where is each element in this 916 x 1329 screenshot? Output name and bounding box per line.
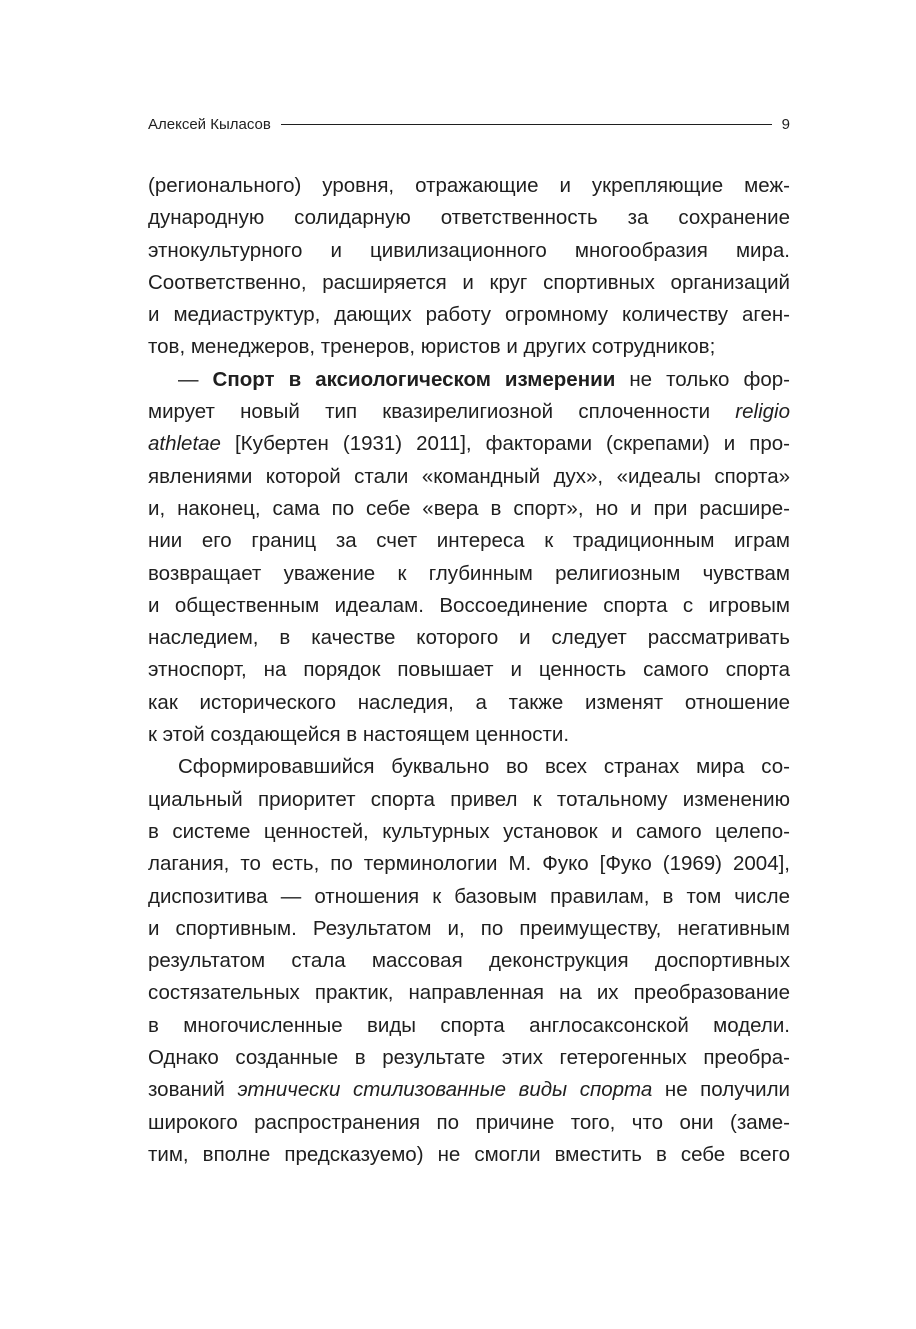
text-line: этноспорт, на порядок повышает и ценность самого спорта (148, 658, 790, 682)
text-run: не только фор- (615, 367, 790, 391)
text-line: возвращает уважение к глубинным религиозным чувствам (148, 561, 790, 585)
text-line: результатом стала массовая деконструкция доспортивных (148, 949, 790, 973)
text-line: дународную солидарную ответственность за сохранение (148, 206, 790, 230)
text-line (148, 364, 790, 396)
text-line: Однако созданные в результате этих гетерогенных преобра- (148, 1046, 790, 1070)
paragraph-3 (148, 751, 790, 1171)
running-head (148, 113, 790, 135)
italic-term: этнически стилизованные виды спорта (237, 1078, 653, 1102)
italic-term: religio (735, 400, 790, 424)
text-line: этнокультурного и цивилизационного многообразия мира. (148, 238, 790, 262)
text-line (148, 396, 790, 428)
text-line: Сформировавшийся буквально во всех странах мира со- (178, 755, 790, 779)
text-line: к этой создающейся в настоящем ценности. (148, 723, 570, 747)
text-line: как исторического наследия, а также изменят отношение (148, 690, 790, 714)
text-line: нии его границ за счет интереса к традиционным играм (148, 529, 790, 553)
text-line: Соответственно, расширяется и круг спортивных организаций (148, 270, 790, 294)
text-line: состязательных практик, направленная на их преобразование (148, 981, 790, 1005)
text-line: лагания, то есть, по терминологии М. Фуко [Фуко (1969) 2004], (148, 852, 790, 876)
text-line: в многочисленные виды спорта англосаксонской модели. (148, 1013, 790, 1037)
text-line: и общественным идеалам. Воссоединение спорта с игровым (148, 593, 790, 617)
text-line (148, 1074, 790, 1106)
text-line: (регионального) уровня, отражающие и укрепляющие меж- (148, 174, 790, 197)
em-dash: — (178, 367, 213, 391)
text-line: в системе ценностей, культурных установок и самого целепо- (148, 819, 790, 843)
text-line (148, 428, 790, 460)
italic-term: athletae (148, 432, 221, 456)
text-line: тов, менеджеров, тренеров, юристов и других сотрудников; (148, 335, 716, 359)
bold-term: Спорт в аксиологическом измерении (212, 367, 616, 391)
text-line: широкого распространения по причине того, что они (заме- (148, 1110, 790, 1134)
text-line: и, наконец, сама по себе «вера в спорт», но и при расшире- (148, 496, 790, 520)
text-run: [Кубертен (1931) 2011], факторами (скрепами) и про- (220, 432, 790, 456)
text-line: и спортивным. Результатом и, по преимуществу, негативным (148, 916, 790, 940)
running-head-author: Алексей Кыласов (148, 115, 271, 133)
running-head-rule (281, 124, 772, 125)
page-number: 9 (781, 115, 790, 133)
paragraph-2 (148, 364, 790, 752)
text-line: тим, вполне предсказуемо) не смогли вместить в себе всего (148, 1142, 790, 1166)
text-line: наследием, в качестве которого и следует рассматривать (148, 626, 790, 650)
text-run: мирует новый тип квазирелигиозной сплоченности (148, 400, 736, 424)
text-line: диспозитива — отношения к базовым правилам, в том числе (148, 884, 790, 908)
text-run: зований (148, 1078, 238, 1102)
text-run: не получили (652, 1078, 790, 1102)
body-text (148, 170, 790, 1171)
text-line: и медиаструктур, дающих работу огромному количеству аген- (148, 303, 790, 327)
text-line: циальный приоритет спорта привел к тотальному изменению (148, 787, 790, 811)
text-line: явлениями которой стали «командный дух», «идеалы спорта» (148, 464, 790, 488)
paragraph-1 (148, 170, 790, 364)
